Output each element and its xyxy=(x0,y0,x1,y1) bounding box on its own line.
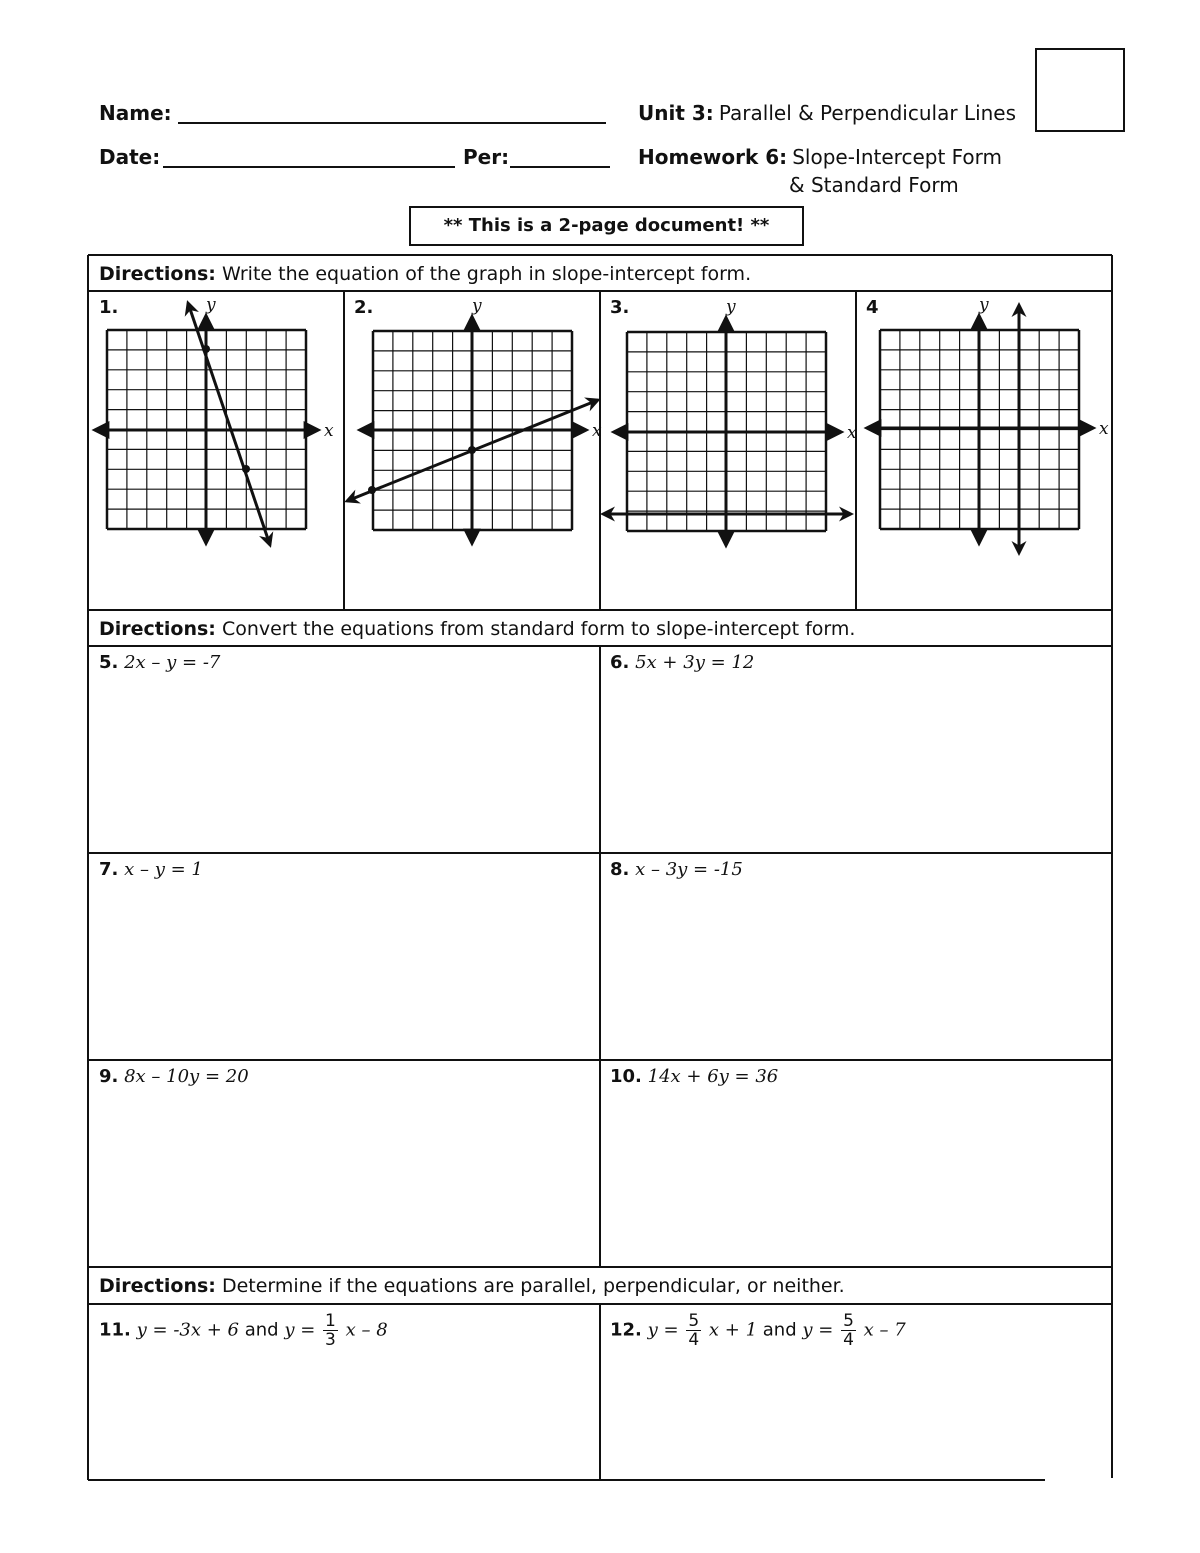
date-label: Date: xyxy=(99,145,161,169)
convert-directions-label: Directions: xyxy=(99,618,216,640)
problem-7-equation: x – y = 1 xyxy=(124,859,203,880)
graph-2-point xyxy=(368,486,376,494)
homework-title-line1: Slope-Intercept Form xyxy=(792,145,1003,169)
graph-2-point xyxy=(468,446,476,454)
fraction-denominator: 4 xyxy=(843,1330,854,1350)
graph-3-x-label: x xyxy=(847,423,857,443)
problem-5-number: 5. xyxy=(99,652,119,673)
problem-5 xyxy=(99,652,220,673)
problem-12-and: and xyxy=(762,1319,797,1341)
graph-2-grid xyxy=(360,317,586,543)
problem-6-equation: 5x + 3y = 12 xyxy=(635,652,755,673)
fraction-numerator: 5 xyxy=(688,1311,700,1331)
problem-6 xyxy=(610,652,754,673)
graph-4-grid xyxy=(867,316,1093,543)
graph-1-y-label: y xyxy=(206,295,216,315)
graph-3-y-label: y xyxy=(726,297,736,317)
per-label: Per: xyxy=(463,145,510,169)
problem-11-lhs-2: y = xyxy=(284,1319,316,1341)
unit-title: Parallel & Perpendicular Lines xyxy=(718,101,1017,125)
problem-12-fraction-2 xyxy=(841,1312,856,1349)
problem-8 xyxy=(610,859,743,880)
graph-directions-label: Directions: xyxy=(99,263,216,285)
fraction-numerator: 5 xyxy=(843,1311,854,1331)
problem-9 xyxy=(99,1066,249,1087)
problem-9-number: 9. xyxy=(99,1066,119,1087)
graph-2-number: 2. xyxy=(354,297,374,318)
graph-1-point xyxy=(242,465,250,473)
graph-1-number: 1. xyxy=(99,297,119,318)
two-page-notice: ** This is a 2-page document! ** xyxy=(409,206,804,246)
graph-2-y-label: y xyxy=(472,296,482,316)
fraction-numerator: 1 xyxy=(325,1311,336,1331)
problem-5-equation: 2x – y = -7 xyxy=(124,652,221,673)
problem-11-fraction xyxy=(323,1312,338,1349)
parallel-directions-text: Determine if the equations are parallel, perpendicular, or neither. xyxy=(221,1275,845,1297)
problem-12-rest-1: x + 1 xyxy=(708,1319,758,1341)
graph-4-y-label: y xyxy=(979,295,989,315)
problem-11-and: and xyxy=(244,1319,279,1341)
problem-12-number: 12. xyxy=(610,1319,642,1341)
graph-1-x-label: x xyxy=(324,421,334,441)
problem-10-number: 10. xyxy=(610,1066,642,1087)
name-label: Name: xyxy=(99,101,172,125)
problem-11-equation-1: y = -3x + 6 xyxy=(136,1319,239,1341)
problem-9-equation: 8x – 10y = 20 xyxy=(124,1066,249,1087)
problem-11-rest-2: x – 8 xyxy=(345,1319,388,1341)
problem-11 xyxy=(99,1312,388,1349)
problem-11-number: 11. xyxy=(99,1319,131,1341)
convert-directions-text: Convert the equations from standard form to slope-intercept form. xyxy=(221,618,856,640)
problem-8-number: 8. xyxy=(610,859,630,880)
problem-6-number: 6. xyxy=(610,652,630,673)
graph-2-x-label: x xyxy=(592,421,602,441)
graph-3-grid xyxy=(614,318,841,545)
problem-12-rest-2: x – 7 xyxy=(863,1319,906,1341)
fraction-denominator: 3 xyxy=(325,1330,336,1350)
graph-3-number: 3. xyxy=(610,297,630,318)
problem-7 xyxy=(99,859,203,880)
graph-4-x-label: x xyxy=(1099,419,1109,439)
fraction-denominator: 4 xyxy=(688,1330,700,1350)
problem-12-fraction-1 xyxy=(686,1312,701,1349)
problem-10 xyxy=(610,1066,778,1087)
problem-8-equation: x – 3y = -15 xyxy=(635,859,743,880)
problem-12-lhs-1: y = xyxy=(647,1319,679,1341)
problem-7-number: 7. xyxy=(99,859,119,880)
graph-1-point xyxy=(202,345,210,353)
graph-4-number: 4 xyxy=(866,297,879,318)
problem-12 xyxy=(610,1312,906,1349)
homework-title-line2: & Standard Form xyxy=(789,173,959,197)
unit-label: Unit 3: xyxy=(638,101,714,125)
problem-12-lhs-2: y = xyxy=(802,1319,834,1341)
problem-10-equation: 14x + 6y = 36 xyxy=(647,1066,779,1087)
graph-directions-text: Write the equation of the graph in slope-intercept form. xyxy=(221,263,752,285)
parallel-directions-label: Directions: xyxy=(99,1275,216,1297)
homework-label: Homework 6: xyxy=(638,145,788,169)
